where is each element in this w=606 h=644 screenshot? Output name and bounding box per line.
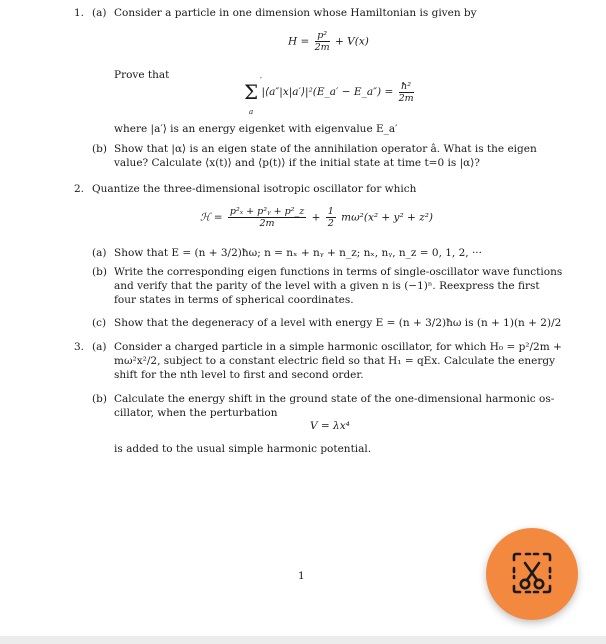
oscillator-half-denominator: 2 — [327, 218, 334, 229]
problem-3a-line3: shift for the nth level to first and second order. — [114, 369, 364, 381]
hamiltonian-fraction — [315, 30, 330, 53]
problem-1a-label: (a) — [92, 7, 107, 19]
hamiltonian-denominator: 2m — [314, 42, 330, 53]
where-text: where |a′⟩ is an energy eigenket with eigenvalue E_a′ — [114, 123, 398, 135]
problem-1a-text: Consider a particle in one dimension whose Hamiltonian is given by — [114, 7, 477, 19]
problem-3a-line2: mω²x²/2, subject to a constant electric field so that H₁ = qEx. Calculate the energy — [114, 355, 556, 367]
oscillator-half-numerator: 1 — [327, 206, 334, 217]
oscillator-potential: mω²(x² + y² + z²) — [341, 211, 434, 224]
oscillator-plus: + — [311, 211, 321, 224]
sum-index: a — [249, 108, 254, 116]
problem-3a-label: (a) — [92, 341, 107, 353]
hamiltonian-equation — [288, 30, 369, 53]
sum-rhs-fraction — [399, 81, 414, 104]
problem-2a-label: (a) — [92, 247, 107, 259]
screenshot-crop-button[interactable] — [486, 528, 578, 620]
problem-3-number: 3. — [74, 341, 85, 353]
problem-1-number: 1. — [74, 7, 85, 19]
hamiltonian-numerator: p² — [315, 30, 330, 42]
problem-2-number: 2. — [74, 183, 85, 195]
problem-3b-line2: cillator, when the perturbation — [114, 407, 278, 419]
problem-1b-line1: Show that |α⟩ is an eigen state of the annihilation operator â. What is the eigen — [114, 143, 537, 155]
perturbation-equation: V = λx⁴ — [310, 420, 350, 432]
problem-1b-label: (b) — [92, 143, 107, 155]
oscillator-kinetic-fraction — [228, 206, 306, 229]
scissors-crop-icon — [510, 550, 554, 596]
sum-rhs-denominator: 2m — [398, 92, 414, 104]
problem-2a-text: Show that E = (n + 3/2)ħω; n = nₓ + nᵧ + n_z; nₓ, nᵧ, n_z = 0, 1, 2, ··· — [114, 247, 482, 259]
sum-rule-equation — [244, 76, 416, 116]
oscillator-kinetic-denominator: 2m — [259, 218, 275, 229]
sum-rhs-numerator: ħ² — [399, 81, 414, 93]
page-number: 1 — [298, 570, 305, 582]
problem-1b-line2: value? Calculate ⟨x(t)⟩ and ⟨p(t)⟩ if the initial state at time t=0 is |α⟩? — [114, 157, 480, 169]
oscillator-kinetic-numerator: p²ₓ + p²ᵧ + p²_z — [229, 206, 305, 217]
sum-symbol: Σ — [244, 80, 259, 104]
problem-2c-label: (c) — [92, 317, 107, 329]
problem-3b-line1: Calculate the energy shift in the ground state of the one-dimensional harmonic os- — [114, 393, 555, 405]
oscillator-half-fraction — [326, 206, 336, 229]
problem-2b-line3: four states in terms of spherical coordinates. — [114, 294, 354, 306]
problem-3b-label: (b) — [92, 393, 107, 405]
problem-2c-text: Show that the degeneracy of a level with energy E = (n + 3/2)ħω is (n + 1)(n + 2)/2 — [114, 317, 562, 329]
problem-3b-line3: is added to the usual simple harmonic potential. — [114, 443, 372, 455]
oscillator-hamiltonian — [200, 206, 433, 229]
oscillator-hamiltonian-lhs: ℋ = — [200, 211, 223, 224]
hamiltonian-potential: + V(x) — [335, 35, 369, 48]
problem-2b-line1: Write the corresponding eigen functions in terms of single-oscillator wave functions — [114, 266, 563, 278]
sum-expression: |⟨a″|x|a′⟩|²(E_a′ − E_a″) = — [261, 86, 394, 98]
problem-2b-label: (b) — [92, 266, 107, 278]
problem-3a-line1: Consider a charged particle in a simple harmonic oscillator, for which H₀ = p²/2m + — [114, 341, 562, 353]
problem-2-text: Quantize the three-dimensional isotropic oscillator for which — [92, 183, 417, 195]
prove-label: Prove that — [114, 69, 170, 81]
sum-prime: ′ — [260, 76, 262, 85]
problem-2b-line2: and verify that the parity of the level with a given n is (−1)ⁿ. Reexpress the first — [114, 280, 540, 292]
hamiltonian-lhs: H = — [288, 35, 310, 48]
bottom-bar — [0, 636, 606, 644]
